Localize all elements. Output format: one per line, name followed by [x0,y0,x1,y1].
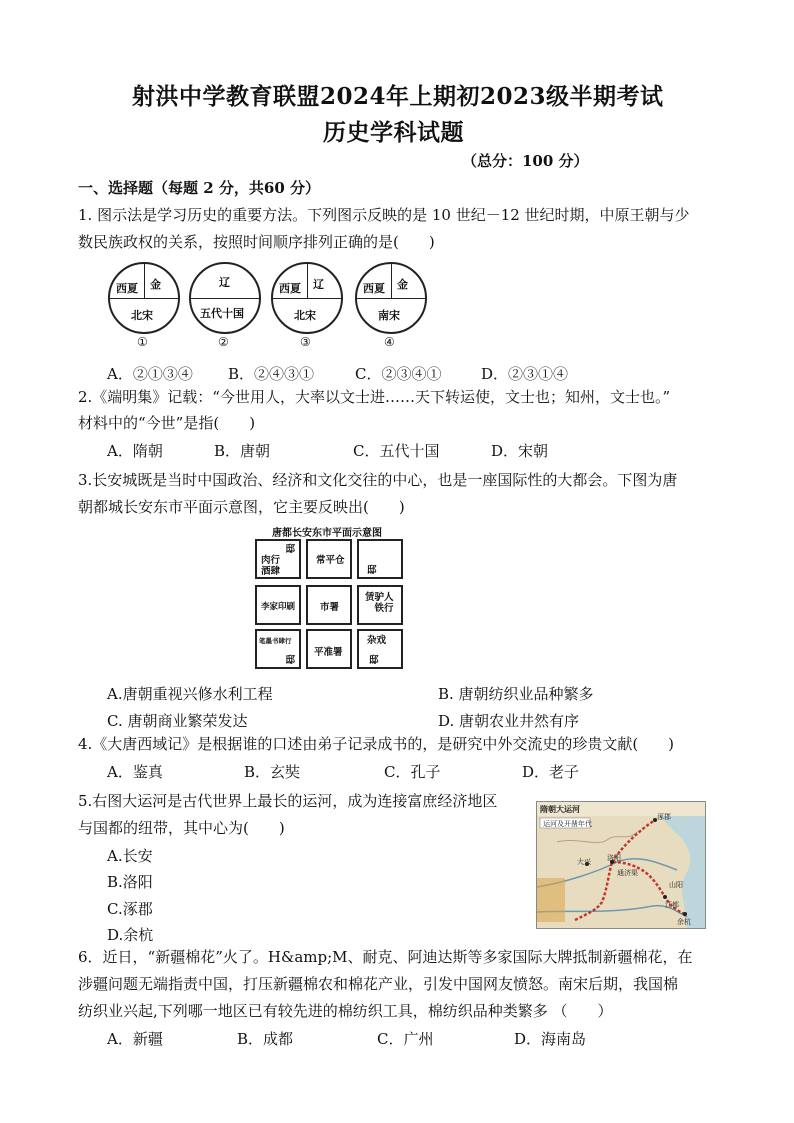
q5-stem-line1: 5.右图大运河是古代世界上最长的运河，成为连接富庶经济地区 [78,792,498,810]
subject-title: 历史学科试题 [323,119,464,146]
q6-stem-line2: 涉疆问题无端指责中国，打压新疆棉农和棉花产业，引发中国网友愤怒。南宋后期，我国棉 [78,975,679,993]
market-cell: 平准署 [306,629,352,669]
exam-title: 射洪中学教育联盟2024年上期初2023级半期考试 [132,83,664,110]
map-title: 隋朝大运河 [540,805,580,814]
map-label-tongjiqu: 通济渠 [617,869,638,877]
market-cell: 笔墨书肆行 邸 [255,629,301,669]
q2-option-d[interactable]: D．宋朝 [491,442,549,460]
q3-option-b[interactable]: B. 唐朝纺织业品种繁多 [438,685,594,703]
market-cell: 常平仓 [306,539,352,579]
q2-option-a[interactable]: A．隋朝 [107,442,163,460]
circle-2 [189,262,261,334]
circle-4 [355,262,427,334]
map-label-shanyang: 山阳 [669,881,683,889]
circle-2-number: ② [218,335,229,349]
map-label-yuhang: 余杭 [677,918,691,926]
q2-option-b[interactable]: B．唐朝 [214,442,271,460]
circle-3-number: ③ [300,335,311,349]
circle-2-top: 辽 [219,276,230,289]
circle-4-bottom: 南宋 [378,309,400,322]
circle-3-top-right: 辽 [313,278,324,291]
q5-option-c[interactable]: C.涿郡 [107,900,153,918]
q6-option-a[interactable]: A．新疆 [107,1030,163,1048]
q1-stem-line1: 1. 图示法是学习历史的重要方法。下列图示反映的是 10 世纪－12 世纪时期，中原王朝与少 [78,206,690,224]
map-label-daxing: 大兴 [577,858,591,866]
market-cell: 李家印刷 [255,585,301,625]
circle-3 [271,262,343,334]
q6-option-b[interactable]: B．成都 [237,1030,294,1048]
market-cell: 市署 [306,585,352,625]
diagram-title: 唐都长安东市平面示意图 [272,528,382,539]
q6-option-c[interactable]: C．广州 [377,1030,434,1048]
q1-option-a[interactable]: A．②①③④ [107,365,193,383]
q3-option-a[interactable]: A.唐朝重视兴修水利工程 [107,685,273,703]
circle-1-bottom: 北宋 [131,309,153,322]
q5-stem-line2: 与国都的纽带，其中心为( ) [78,819,285,837]
q1-option-c[interactable]: C．②③④① [355,365,442,383]
circle-1 [108,262,180,334]
map-label-zhuojun: 涿郡 [657,813,671,821]
map-label-luoyang: 洛阳 [607,854,621,862]
total-score: （总分：100 分） [462,152,589,170]
q4-option-d[interactable]: D．老子 [522,763,580,781]
q2-stem-line2: 材料中的“今世”是指( ) [78,414,256,432]
map-legend: 运河及开凿年代 [543,820,592,828]
q2-option-c[interactable]: C．五代十国 [353,442,440,460]
market-cell: 邸 [357,539,403,579]
circle-4-top-right: 金 [397,278,408,291]
q4-stem: 4.《大唐西域记》是根据谁的口述由弟子记录成书的，是研究中外交流史的珍贵文献( ) [78,735,675,753]
q4-option-b[interactable]: B．玄奘 [244,763,301,781]
q6-stem-line1: 6．近日，“新疆棉花”火了。H&amp;M、耐克、阿迪达斯等多家国际大牌抵制新疆棉花，在 [78,948,693,966]
q5-option-a[interactable]: A.长安 [107,847,153,865]
q3-option-d[interactable]: D. 唐朝农业井然有序 [438,712,580,730]
circle-3-top-left: 西夏 [279,282,301,295]
q5-option-b[interactable]: B.洛阳 [107,873,153,891]
q6-option-d[interactable]: D．海南岛 [514,1030,587,1048]
q3-option-c[interactable]: C. 唐朝商业繁荣发达 [107,712,248,730]
market-cell: 邸 肉行 酒肆 [255,539,301,579]
q1-option-d[interactable]: D．②③①④ [481,365,569,383]
q4-option-a[interactable]: A．鉴真 [107,763,163,781]
circle-1-top-left: 西夏 [116,282,138,295]
circle-3-bottom: 北宋 [294,309,316,322]
q1-option-b[interactable]: B．②④③① [228,365,315,383]
market-cell: 杂戏 邸 [357,629,403,669]
q4-option-c[interactable]: C．孔子 [384,763,441,781]
circle-4-number: ④ [384,335,395,349]
map-label-jiangdu: 江都 [665,901,679,909]
circle-2-bottom: 五代十国 [200,307,244,320]
grand-canal-map [536,801,706,929]
section-heading: 一、选择题（每题 2 分，共60 分） [78,179,320,197]
q6-stem-line3: 纺织业兴起,下列哪一地区已有较先进的棉纺织工具，棉纺织品种类繁多 （ ） [78,1002,613,1020]
circle-1-top-right: 金 [150,278,161,291]
q5-option-d[interactable]: D.余杭 [107,926,154,944]
circle-4-top-left: 西夏 [363,282,385,295]
circle-1-number: ① [137,335,148,349]
q3-stem-line1: 3.长安城既是当时中国政治、经济和文化交往的中心，也是一座国际性的大都会。下图为唐 [78,471,678,489]
q2-stem-line1: 2.《端明集》记载：“今世用人，大率以文士进……天下转运使，文士也；知州，文士也。” [78,388,671,406]
market-cell: 赁驴人 铁行 [357,585,403,625]
q3-stem-line2: 朝都城长安东市平面示意图，它主要反映出( ) [78,498,405,516]
q1-stem-line2: 数民族政权的关系，按照时间顺序排列正确的是( ) [78,233,435,251]
